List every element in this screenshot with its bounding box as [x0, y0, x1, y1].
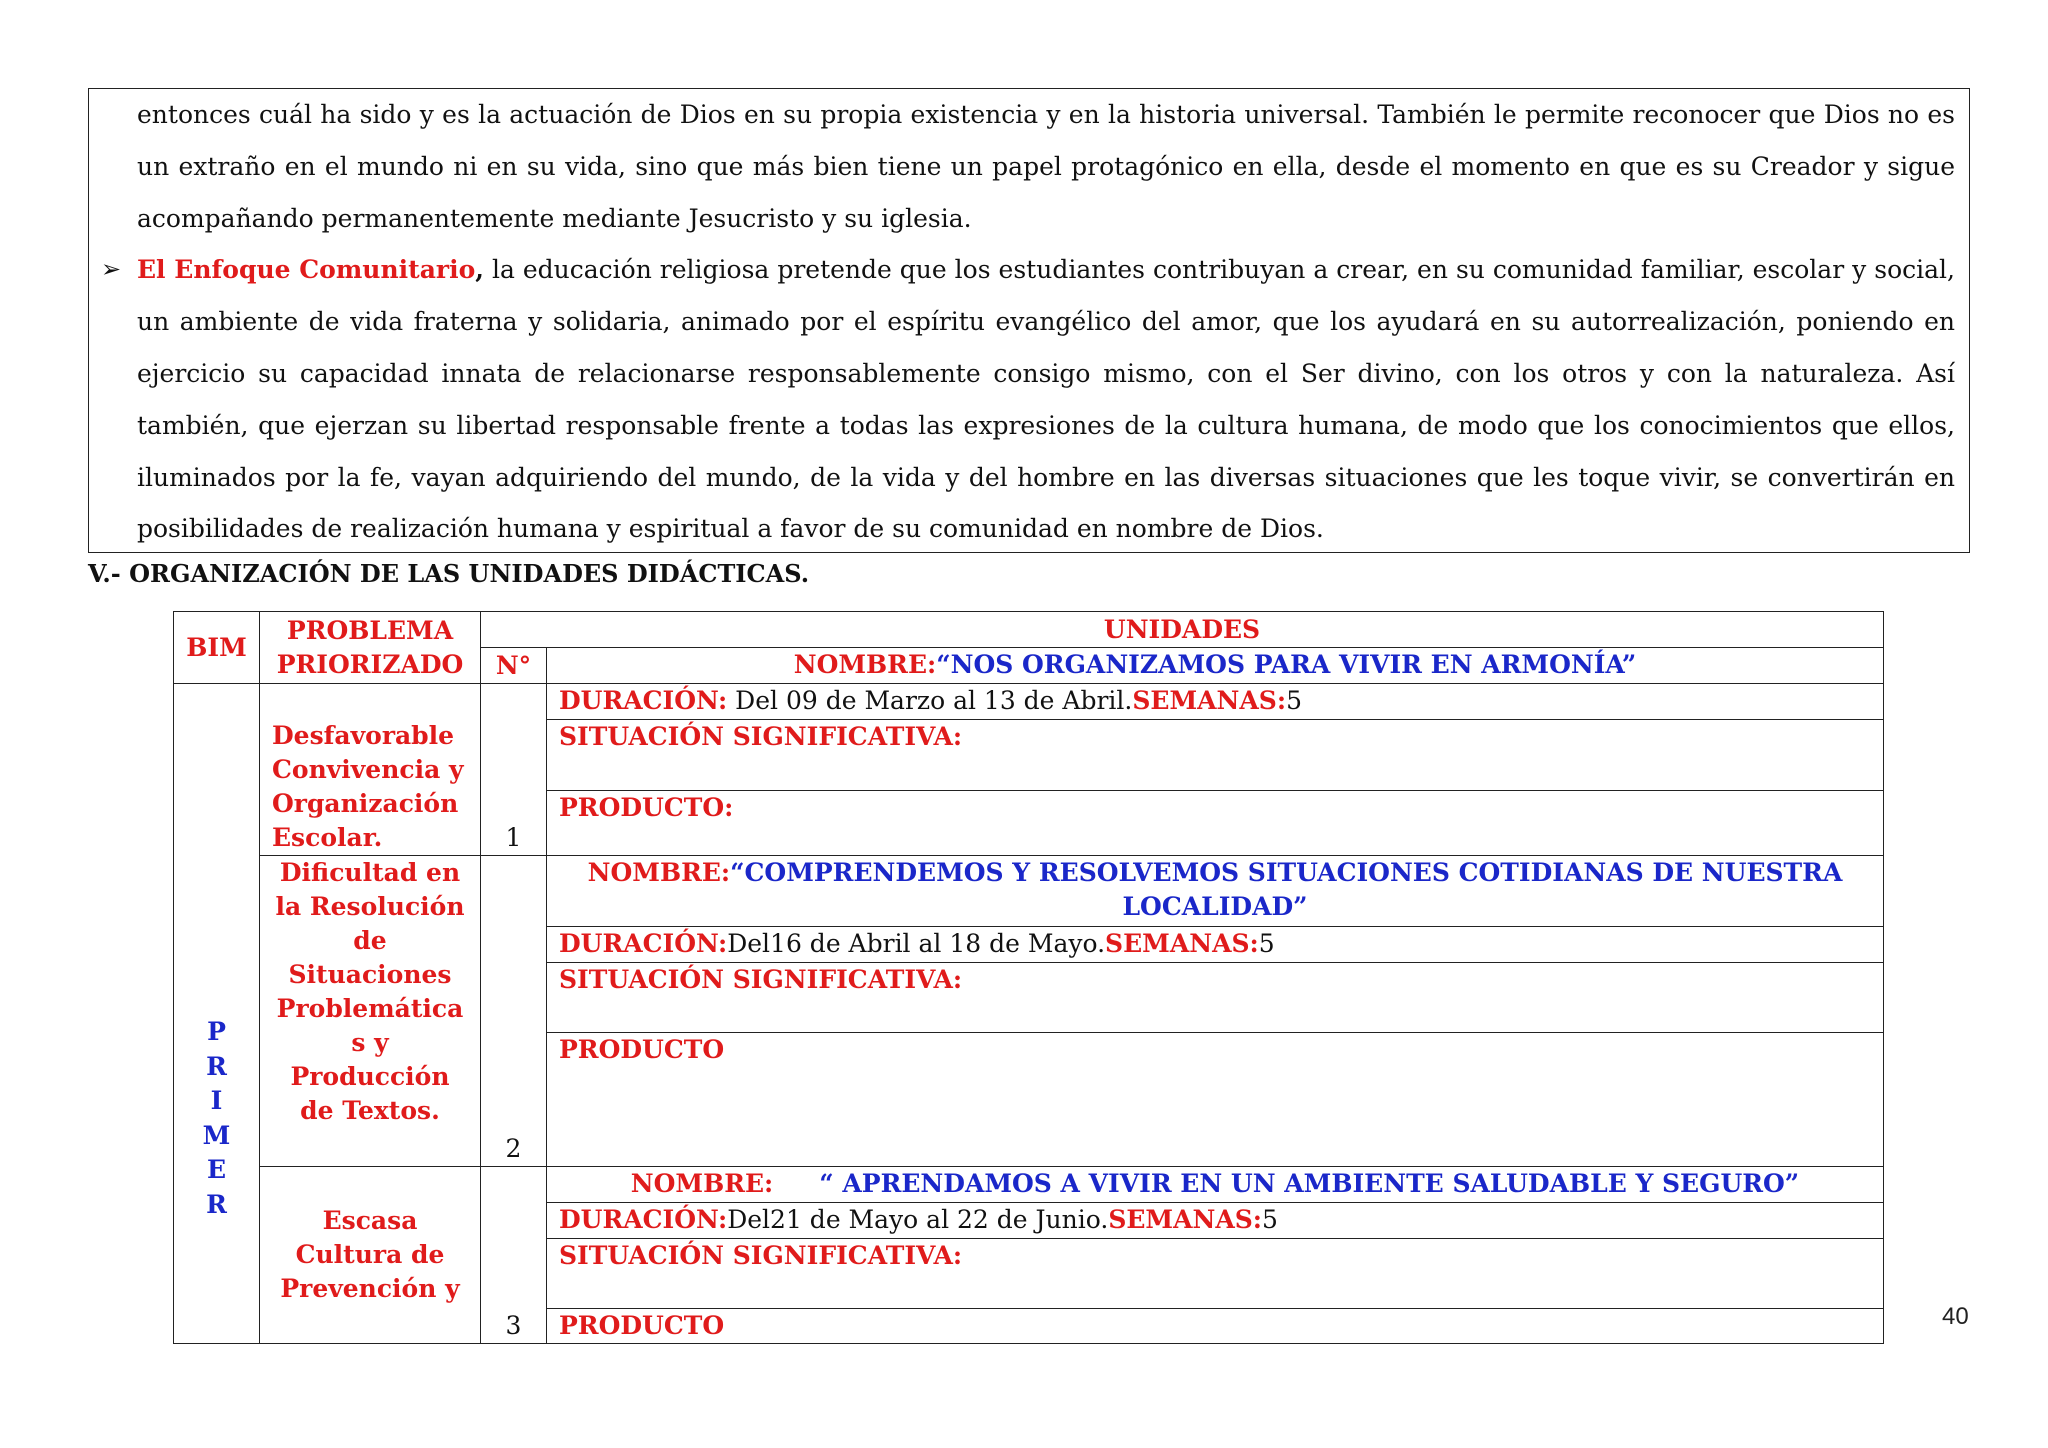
header-bim: BIM	[174, 612, 260, 684]
unit-3-name: NOMBRE: “ APRENDAMOS A VIVIR EN UN AMBIENTE SALUDABLE Y SEGURO”	[547, 1167, 1884, 1203]
enfoque-comma: ,	[475, 255, 484, 285]
header-unidades: UNIDADES	[481, 612, 1884, 648]
paragraph-actuacion-dios: entonces cuál ha sido y es la actuación de Dios en su propia existencia y en la historia universal. También le permite reconocer que Dios no es un extraño en el mundo ni en su vida, sino que más bien tiene un papel protagónico en ella, desde el momento en que es su Creador y sigue acompañando permanentemente mediante Jesucristo y su iglesia.	[137, 100, 1955, 233]
unit-2-producto: PRODUCTO	[547, 1033, 1884, 1167]
unit-1-number: 1	[481, 684, 547, 856]
table-row	[174, 684, 1884, 720]
section-title: V.- ORGANIZACIÓN DE LAS UNIDADES DIDÁCTICAS.	[88, 559, 810, 588]
bim-primer: P R I M E R	[174, 684, 260, 1344]
enfoque-comunitario-body: la educación religiosa pretende que los estudiantes contribuyan a crear, en su comunidad familiar, escolar y social, un ambiente de vida fraterna y solidaria, animado por el espíritu evangélico del amor, que los ayudará en su autorrealización, poniendo en ejercicio su capacidad innata de relacionarse responsablemente consigo mismo, con el Ser divino, con los otros y con la naturaleza. Así también, que ejerzan su libertad responsable frente a todas las expresiones de la cultura humana, de modo que los conocimientos que ellos, iluminados por la fe, vayan adquiriendo del mundo, de la vida y del hombre en las diversas situaciones que les toque vivir, se convertirán en posibilidades de realización humana y espiritual a favor de su comunidad en nombre de Dios.	[137, 255, 1955, 544]
unit-1-duration: DURACIÓN: Del 09 de Marzo al 13 de Abril.SEMANAS:5	[547, 684, 1884, 720]
page-number: 40	[1942, 1303, 1969, 1330]
unit-3-number: 3	[481, 1167, 547, 1344]
table-row	[174, 1167, 1884, 1203]
unit-3-duration: DURACIÓN:Del21 de Mayo al 22 de Junio.SEMANAS:5	[547, 1203, 1884, 1239]
units-table	[173, 611, 1884, 1344]
unit-3-producto: PRODUCTO	[547, 1309, 1884, 1344]
header-numero: N°	[481, 648, 547, 684]
unit-2-situacion: SITUACIÓN SIGNIFICATIVA:	[547, 963, 1884, 1033]
enfoque-comunitario-heading: El Enfoque Comunitario	[137, 255, 476, 285]
table-row	[174, 856, 1884, 927]
arrow-bullet-icon: ➢	[101, 255, 122, 284]
unit-2-problem: Dificultad en la Resolución de Situaciones Problemática s y Producción de Textos.	[260, 856, 481, 1167]
unit-1-problem: Desfavorable Convivencia y Organización Escolar.	[260, 684, 481, 856]
table-header-row	[174, 612, 1884, 648]
unit-2-duration: DURACIÓN:Del16 de Abril al 18 de Mayo.SEMANAS:5	[547, 927, 1884, 963]
unit-3-problem: Escasa Cultura de Prevención y	[260, 1167, 481, 1344]
unit-1-name: NOMBRE:“NOS ORGANIZAMOS PARA VIVIR EN ARMONÍA”	[547, 648, 1884, 684]
header-problema: PROBLEMA PRIORIZADO	[260, 612, 481, 684]
unit-2-name: NOMBRE:“COMPRENDEMOS Y RESOLVEMOS SITUACIONES COTIDIANAS DE NUESTRA LOCALIDAD”	[547, 856, 1884, 927]
paragraph-enfoque-comunitario	[101, 244, 1955, 555]
unit-1-producto: PRODUCTO:	[547, 791, 1884, 856]
unit-3-situacion: SITUACIÓN SIGNIFICATIVA:	[547, 1239, 1884, 1309]
unit-2-number: 2	[481, 856, 547, 1167]
unit-1-situacion: SITUACIÓN SIGNIFICATIVA:	[547, 720, 1884, 791]
text-box	[88, 88, 1970, 553]
